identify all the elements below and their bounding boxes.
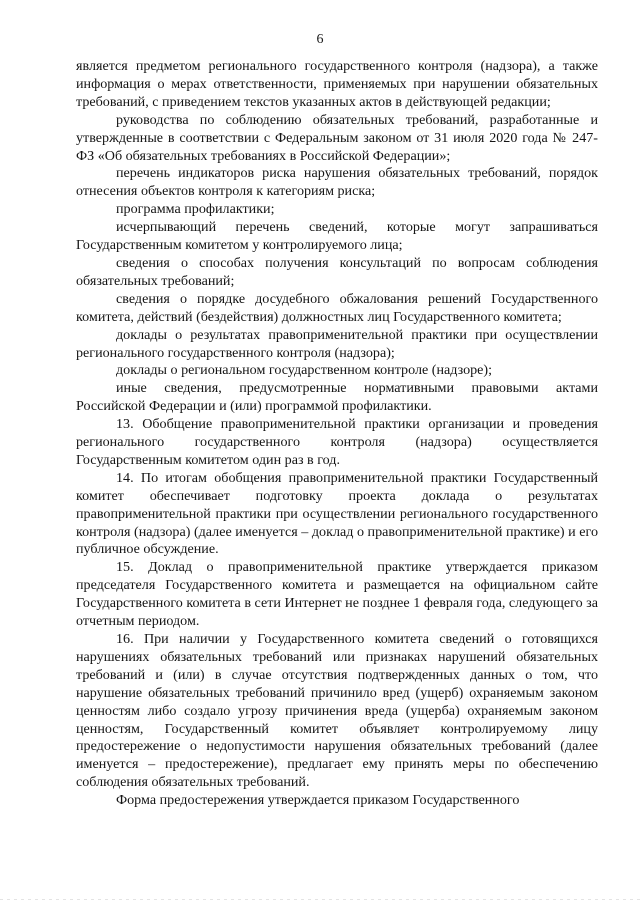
- paragraph-appeal-procedure: сведения о порядке досудебного обжалования решений Государственного комитета, действий (бездействия) должностных лиц Государственного комитета;: [76, 290, 598, 325]
- paragraph-consultations: сведения о способах получения консультаций по вопросам соблюдения обязательных требований;: [76, 254, 598, 289]
- paragraph-information-list: исчерпывающий перечень сведений, которые могут запрашиваться Государственным комитетом у контролируемого лица;: [76, 219, 598, 254]
- paragraph-clause-16: 16. При наличии у Государственного комитета сведений о готовящихся нарушениях обязательных требований или признаках нарушений обязательных требований и (или) в случае отсутствия подтвержденных данных о том, что нарушение обязательных требований причинило вред (ущерб) охраняемым законом ценностям либо создало угрозу причинения вреда (ущерба) охраняемым законом ценностям, Государственный комитет объявляет контролируемому лицу предостережение о недопустимости нарушения обязательных требований (далее именуется – предостережение), предлагает ему принять меры по обеспечению соблюдения обязательных требований.: [76, 631, 598, 791]
- paragraph-risk-indicators: перечень индикаторов риска нарушения обязательных требований, порядок отнесения объектов контроля к категориям риска;: [76, 165, 598, 200]
- document-body: [76, 58, 598, 810]
- paragraph-prevention-program: программа профилактики;: [116, 201, 275, 218]
- paragraph-control-reports: доклады о региональном государственном контроле (надзоре);: [116, 362, 493, 379]
- paragraph-continuation: является предметом регионального государственного контроля (надзора), а также информация о мерах ответственности, применяемых при нарушении обязательных требований, с приведением текстов указанных актов в действующей редакции;: [76, 58, 598, 110]
- paragraph-other-information: иные сведения, предусмотренные нормативными правовыми актами Российской Федерации и (или) программой профилактики.: [76, 380, 598, 415]
- paragraph-guidelines: руководства по соблюдению обязательных требований, разработанные и утвержденные в соответствии с Федеральным законом от 31 июля 2020 года № 247-ФЗ «Об обязательных требованиях в Российской Федерации»;: [76, 111, 598, 164]
- page-number: 6: [316, 32, 324, 47]
- paragraph-clause-13: 13. Обобщение правоприменительной практики организации и проведения регионального государственного контроля (надзора) осуществляется Государственным комитетом один раз в год.: [76, 416, 598, 468]
- scan-edge-mark: [0, 899, 640, 900]
- paragraph-clause-14: 14. По итогам обобщения правоприменительной практики Государственный комитет обеспечивает подготовку проекта доклада о результатах правоприменительной практики при осуществлении регионального государственного контроля (надзора) (далее именуется – доклад о правоприменительной практике) и его публичное обсуждение.: [76, 469, 598, 558]
- paragraph-clause-15: 15. Доклад о правоприменительной практике утверждается приказом председателя Государственного комитета и размещается на официальном сайте Государственного комитета в сети Интернет не позднее 1 февраля года, следующего за отчетным периодом.: [76, 559, 598, 630]
- paragraph-warning-form: Форма предостережения утверждается приказом Государственного: [116, 792, 520, 809]
- paragraph-practice-reports: доклады о результатах правоприменительной практики при осуществлении регионального государственного контроля (надзора);: [76, 326, 598, 361]
